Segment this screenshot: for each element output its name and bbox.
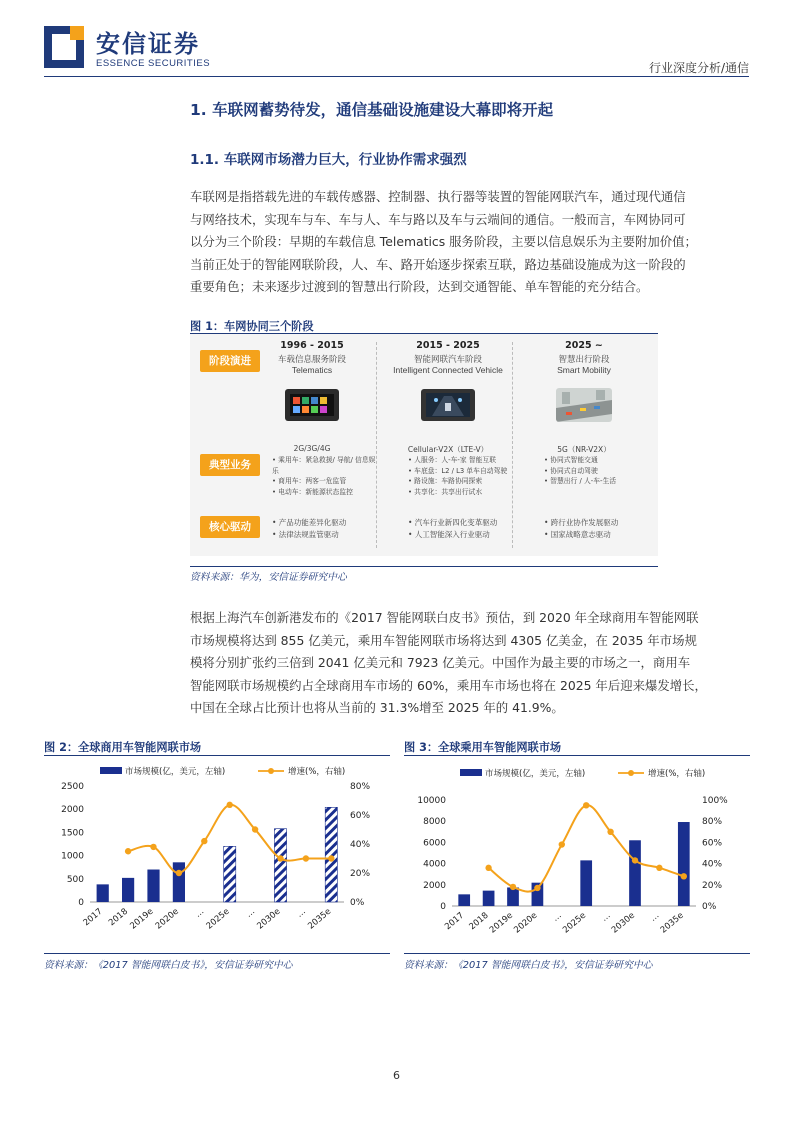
y-right-tick-label: 40% <box>350 840 371 850</box>
y-right-tick-label: 0% <box>350 898 365 908</box>
service-item: • 共享化：共享出行试水 <box>408 487 483 496</box>
y-left-tick-label: 1500 <box>61 828 84 839</box>
legend-marker-line <box>268 768 274 774</box>
x-tick-label: 2019e <box>128 906 156 932</box>
intro-paragraph <box>190 186 750 299</box>
y-left-tick-label: 6000 <box>423 838 446 849</box>
bar <box>458 894 470 906</box>
x-tick-label: 2025e <box>561 910 589 936</box>
bar <box>629 840 641 906</box>
y-left-tick-label: 8000 <box>423 817 446 828</box>
bar <box>325 807 337 902</box>
paragraph-line: 车联网是指搭载先进的车载传感器、控制器、执行器等装置的智能网联汽车，通过现代通信 <box>190 189 686 204</box>
row-label-driver: 核心驱动 <box>200 516 260 538</box>
report-type: 行业深度分析/通信 <box>648 61 749 75</box>
y-right-tick-label: 60% <box>702 838 723 849</box>
driver-item: • 人工智能深入行业驱动 <box>408 530 490 539</box>
y-right-tick-label: 40% <box>702 859 723 870</box>
series-point <box>252 826 258 832</box>
paragraph-line: 模将分别扩张约三倍到 2041 亿美元和 7923 亿美元。中国作为最主要的市场之一，商用车 <box>190 655 691 671</box>
service-list <box>544 455 654 487</box>
stage-name-en: Telematics <box>291 365 333 375</box>
x-tick-label: 2035e <box>658 910 686 936</box>
series-point <box>681 873 687 879</box>
bar <box>97 884 109 902</box>
market-paragraph <box>190 607 750 720</box>
service-network: 2G/3G/4G <box>293 444 331 453</box>
series-point <box>583 802 589 808</box>
y-left-tick-label: 2000 <box>61 805 84 816</box>
figure-3-top-rule <box>404 755 750 756</box>
chart-commercial-vehicle-market <box>44 760 390 952</box>
y-right-tick-label: 20% <box>702 880 723 891</box>
bar <box>507 887 519 906</box>
x-tick-label: 2017 <box>443 910 467 933</box>
figure-2-title: 图 2：全球商用车智能网联市场 <box>44 741 202 754</box>
series-point <box>201 838 207 844</box>
y-left-tick-label: 500 <box>66 874 84 885</box>
x-tick-label: 2018 <box>107 906 131 929</box>
x-tick-label: … <box>244 906 258 920</box>
driver-list <box>272 517 382 541</box>
series-point <box>227 802 233 808</box>
x-tick-label: 2020e <box>512 910 540 936</box>
subsection-heading: 1.1. 车联网市场潜力巨大，行业协作需求强烈 <box>190 152 467 168</box>
service-item: • 路设施：车路协同探索 <box>408 477 483 485</box>
x-tick-label: … <box>648 910 662 924</box>
series-point <box>485 865 491 871</box>
smart-traffic-road-image <box>556 388 612 422</box>
y-right-tick-label: 0% <box>702 902 717 912</box>
figure-2-source: 资料来源：《2017 智能网联白皮书》，安信证券研究中心 <box>44 960 293 971</box>
y-left-tick-label: 4000 <box>423 859 446 870</box>
driver-item: • 法律法规监管驱动 <box>272 530 339 539</box>
paragraph-line: 以分为三个阶段：早期的车载信息 Telematics 服务阶段，主要以信息娱乐为主要附加价值； <box>190 234 697 250</box>
chart-passenger-vehicle-market <box>404 760 750 952</box>
x-tick-label: … <box>294 906 308 920</box>
y-left-tick-label: 2500 <box>61 782 84 792</box>
section-heading: 1. 车联网蓄势待发，通信基础设施建设大幕即将开起 <box>190 101 554 119</box>
service-item: • 协同式自动驾驶 <box>544 466 598 475</box>
paragraph-line: 智能网联市场规模约占全球商用车市场的 60%，乘用车市场也将在 2025 年后迎来爆发增长， <box>190 677 707 693</box>
paragraph-line: 与网络技术，实现车与车、车与人、车与路以及车与云端间的通信。一般而言，车网协同可 <box>190 211 686 227</box>
stage-name-cn: 智能网联汽车阶段 <box>413 355 482 365</box>
bar <box>147 870 159 902</box>
series-point <box>125 848 131 854</box>
y-left-tick-label: 0 <box>78 898 84 908</box>
x-tick-label: 2035e <box>306 906 334 932</box>
y-right-tick-label: 80% <box>702 817 723 828</box>
stage-name-cn: 智慧出行阶段 <box>558 355 610 365</box>
driver-item: • 产品功能差异化驱动 <box>272 518 347 527</box>
y-right-tick-label: 100% <box>702 796 728 806</box>
service-item: • 乘用车：紧急救援/ 导航/ 信息娱乐 <box>272 456 376 475</box>
driver-item: • 国家战略意志驱动 <box>544 530 611 539</box>
series-point <box>656 865 662 871</box>
service-list <box>408 455 518 497</box>
y-left-tick-label: 1000 <box>61 851 84 862</box>
stage-name-en: Intelligent Connected Vehicle <box>393 365 503 375</box>
bar <box>483 891 495 906</box>
legend-swatch-bar <box>100 767 122 774</box>
essence-securities-logo <box>44 26 84 68</box>
connected-vehicle-display-image <box>420 388 476 422</box>
figure-3-title: 图 3：全球乘用车智能网联市场 <box>404 741 562 754</box>
paragraph-line: 市场规模将达到 855 亿美元，乘用车智能网联市场将达到 4305 亿美金，在 2035 年市场规 <box>190 632 697 648</box>
x-tick-label: 2020e <box>153 906 181 932</box>
series-point <box>328 855 334 861</box>
series-point <box>534 885 540 891</box>
x-tick-label: … <box>599 910 613 924</box>
header-divider <box>44 76 749 77</box>
figure-3-source: 资料来源：《2017 智能网联白皮书》，安信证券研究中心 <box>404 960 653 971</box>
bar <box>173 862 185 902</box>
bar <box>274 829 286 902</box>
x-tick-label: 2030e <box>255 906 283 932</box>
stage-years: 1996 - 2015 <box>280 340 344 351</box>
legend-swatch-bar <box>460 769 482 776</box>
y-left-tick-label: 10000 <box>417 796 446 806</box>
bar <box>122 878 134 902</box>
paragraph-line: 重要角色；未来逐步过渡到的智慧出行阶段，达到交通智能、单车智能的充分结合。 <box>190 279 649 295</box>
paragraph-line: 中国在全球占比预计也将从当前的 31.3%增至 2025 年的 41.9%。 <box>190 700 564 716</box>
legend-label-line: 增速(%，右轴) <box>648 769 706 779</box>
figure-3-bottom-rule <box>404 953 750 954</box>
figure-2-top-rule <box>44 755 390 756</box>
series-point <box>277 855 283 861</box>
bar <box>580 860 592 906</box>
driver-item: • 跨行业协作发展驱动 <box>544 518 619 527</box>
service-item: • 商用车：两客一危监管 <box>272 477 347 485</box>
y-right-tick-label: 80% <box>350 782 371 792</box>
figure-1-bottom-rule <box>190 566 658 567</box>
stage-years: 2015 - 2025 <box>416 340 480 351</box>
service-network: 5G（NR-V2X） <box>557 445 611 454</box>
y-right-tick-label: 20% <box>350 869 371 879</box>
figure-1-source: 资料来源：华为，安信证券研究中心 <box>190 572 347 583</box>
x-tick-label: … <box>550 910 564 924</box>
x-tick-label: 2030e <box>609 910 637 936</box>
series-point <box>607 829 613 835</box>
series-point <box>303 855 309 861</box>
driver-list <box>544 517 654 541</box>
brand-name-en: ESSENCE SECURITIES <box>96 58 211 69</box>
page-number: 6 <box>393 1069 400 1082</box>
car-infotainment-screen-image <box>284 388 340 422</box>
service-item: • 车底盘：L2 / L3 单车自动驾驶 <box>408 466 508 475</box>
series-point <box>632 857 638 863</box>
driver-item: • 汽车行业新四化变革驱动 <box>408 518 498 527</box>
service-list <box>272 455 382 497</box>
service-item: • 人服务：人-车-家 智能互联 <box>408 456 497 464</box>
stage-years: 2025 ~ <box>565 340 603 351</box>
x-tick-label: 2017 <box>81 906 105 929</box>
figure-2-bottom-rule <box>44 953 390 954</box>
service-item: • 电动车：新能源状态监控 <box>272 487 353 496</box>
x-tick-label: 2019e <box>487 910 515 936</box>
stage-name-cn: 车载信息服务阶段 <box>277 355 346 365</box>
bar <box>678 822 690 906</box>
y-left-tick-label: 0 <box>440 902 446 912</box>
row-label-service: 典型业务 <box>200 454 260 476</box>
brand-name: 安信证券 <box>96 30 200 58</box>
series-point <box>176 870 182 876</box>
x-tick-label: … <box>193 906 207 920</box>
series-point <box>150 844 156 850</box>
driver-list <box>408 517 518 541</box>
series-point <box>510 884 516 890</box>
legend-label-bar: 市场规模(亿，美元，左轴) <box>125 767 226 777</box>
figure-1-title: 图 1：车网协同三个阶段 <box>190 320 314 333</box>
paragraph-line: 当前正处于的智能网联阶段，人、车、路开始逐步探索互联，路边基础设施成为这一阶段的 <box>190 256 686 272</box>
x-tick-label: 2018 <box>467 910 491 933</box>
y-right-tick-label: 60% <box>350 811 371 821</box>
series-point <box>559 841 565 847</box>
bar <box>224 846 236 902</box>
stage-name-en: Smart Mobility <box>557 365 611 375</box>
legend-label-line: 增速(%，右轴) <box>288 767 346 777</box>
service-network: Cellular-V2X（LTE-V） <box>407 445 489 454</box>
legend-marker-line <box>628 770 634 776</box>
service-item: • 协同式智能交通 <box>544 456 598 464</box>
figure-1-stages <box>190 334 658 556</box>
service-item: • 智慧出行 / 人-车-生活 <box>544 477 617 485</box>
legend-label-bar: 市场规模(亿，美元，左轴) <box>485 769 586 779</box>
x-tick-label: 2025e <box>204 906 232 932</box>
y-left-tick-label: 2000 <box>423 880 446 891</box>
paragraph-line: 根据上海汽车创新港发布的《2017 智能网联白皮书》预估，到 2020 年全球商用车智能网联 <box>190 610 699 625</box>
row-label-stage: 阶段演进 <box>200 350 260 372</box>
